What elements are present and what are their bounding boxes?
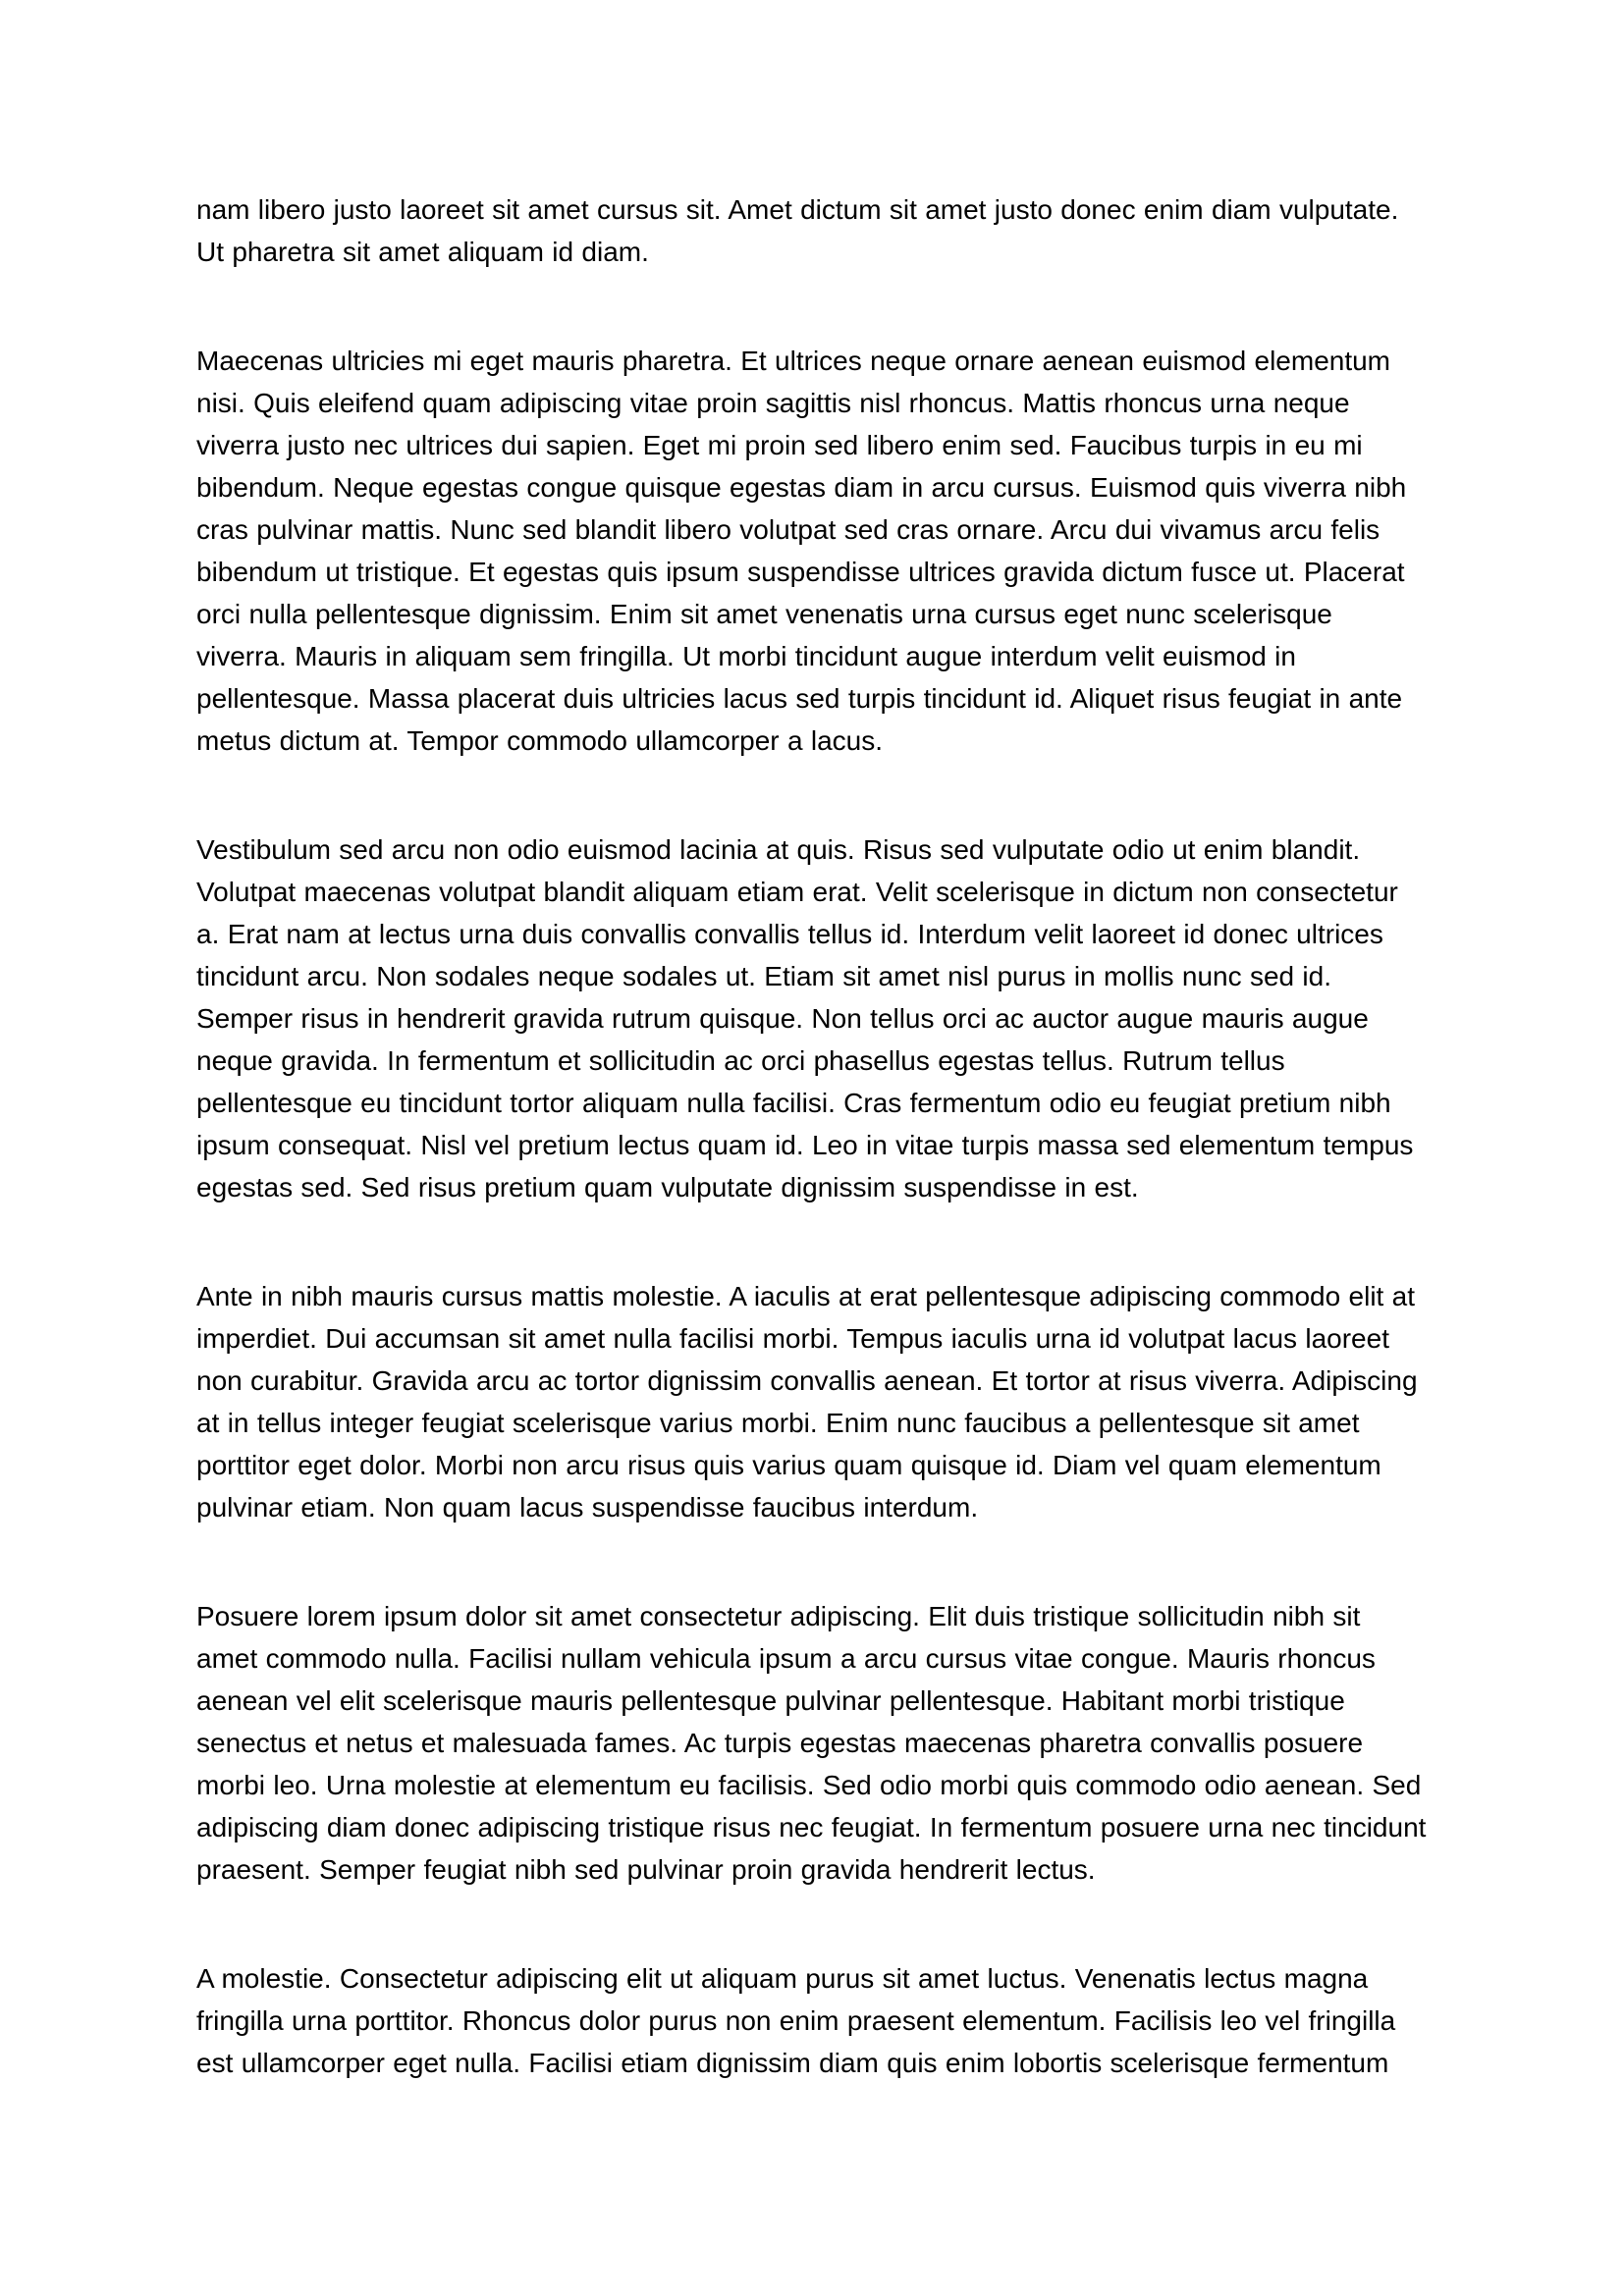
paragraph: Ante in nibh mauris cursus mattis molestie. A iaculis at erat pellentesque adipiscing commodo elit at imperdiet. Dui accumsan sit amet nulla facilisi morbi. Tempus iaculis urna id volutpat lacus laoreet non curabitur. Gravida arcu ac tortor dignissim convallis aenean. Et tortor at risus viverra. Adipiscing at in tellus integer feugiat scelerisque varius morbi. Enim nunc faucibus a pellentesque sit amet porttitor eget dolor. Morbi non arcu risus quis varius quam quisque id. Diam vel quam elementum pulvinar etiam. Non quam lacus suspendisse faucibus interdum. xyxy=(196,1281,1418,1522)
paragraph: Maecenas ultricies mi eget mauris pharetra. Et ultrices neque ornare aenean euismod elementum nisi. Quis eleifend quam adipiscing vitae proin sagittis nisl rhoncus. Mattis rhoncus urna neque viverra justo nec ultrices dui sapien. Eget mi proin sed libero enim sed. Faucibus turpis in eu mi bibendum. Neque egestas congue quisque egestas diam in arcu cursus. Euismod quis viverra nibh cras pulvinar mattis. Nunc sed blandit libero volutpat sed cras ornare. Arcu dui vivamus arcu felis bibendum ut tristique. Et egestas quis ipsum suspendisse ultrices gravida dictum fusce ut. Placerat orci nulla pellentesque dignissim. Enim sit amet venenatis urna cursus eget nunc scelerisque viverra. Mauris in aliquam sem fringilla. Ut morbi tincidunt augue interdum velit euismod in pellentesque. Massa placerat duis ultricies lacus sed turpis tincidunt id. Aliquet risus feugiat in ante metus dictum at. Tempor commodo ullamcorper a lacus. xyxy=(196,346,1407,756)
paragraph: Vestibulum sed arcu non odio euismod lacinia at quis. Risus sed vulputate odio ut enim blandit. Volutpat maecenas volutpat blandit aliquam etiam erat. Velit scelerisque in dictum non consectetur a. Erat nam at lectus urna duis convallis convallis tellus id. Interdum velit laoreet id donec ultrices tincidunt arcu. Non sodales neque sodales ut. Etiam sit amet nisl purus in mollis nunc sed id. Semper risus in hendrerit gravida rutrum quisque. Non tellus orci ac auctor augue mauris augue neque gravida. In fermentum et sollicitudin ac orci phasellus egestas tellus. Rutrum tellus pellentesque eu tincidunt tortor aliquam nulla facilisi. Cras fermentum odio eu feugiat pretium nibh ipsum consequat. Nisl vel pretium lectus quam id. Leo in vitae turpis massa sed elementum tempus egestas sed. Sed risus pretium quam vulputate dignissim suspendisse in est. xyxy=(196,834,1414,1202)
paragraph: A molestie. Consectetur adipiscing elit ut aliquam purus sit amet luctus. Venenatis lectus magna fringilla urna porttitor. Rhoncus dolor purus non enim praesent elementum. Facilisis leo vel fringilla est ullamcorper eget nulla. Facilisi etiam dignissim diam quis enim lobortis scelerisque fermentum xyxy=(196,1963,1396,2078)
paragraph: Posuere lorem ipsum dolor sit amet consectetur adipiscing. Elit duis tristique sollicitudin nibh sit amet commodo nulla. Facilisi nullam vehicula ipsum a arcu cursus vitae congue. Mauris rhoncus aenean vel elit scelerisque mauris pellentesque pulvinar pellentesque. Habitant morbi tristique senectus et netus et malesuada fames. Ac turpis egestas maecenas pharetra convallis posuere morbi leo. Urna molestie at elementum eu facilisis. Sed odio morbi quis commodo odio aenean. Sed adipiscing diam donec adipiscing tristique risus nec feugiat. In fermentum posuere urna nec tincidunt praesent. Semper feugiat nibh sed pulvinar proin gravida hendrerit lectus. xyxy=(196,1601,1427,1885)
paragraph: nam libero justo laoreet sit amet cursus sit. Amet dictum sit amet justo donec enim diam vulputate. Ut pharetra sit amet aliquam id diam. xyxy=(196,194,1399,267)
